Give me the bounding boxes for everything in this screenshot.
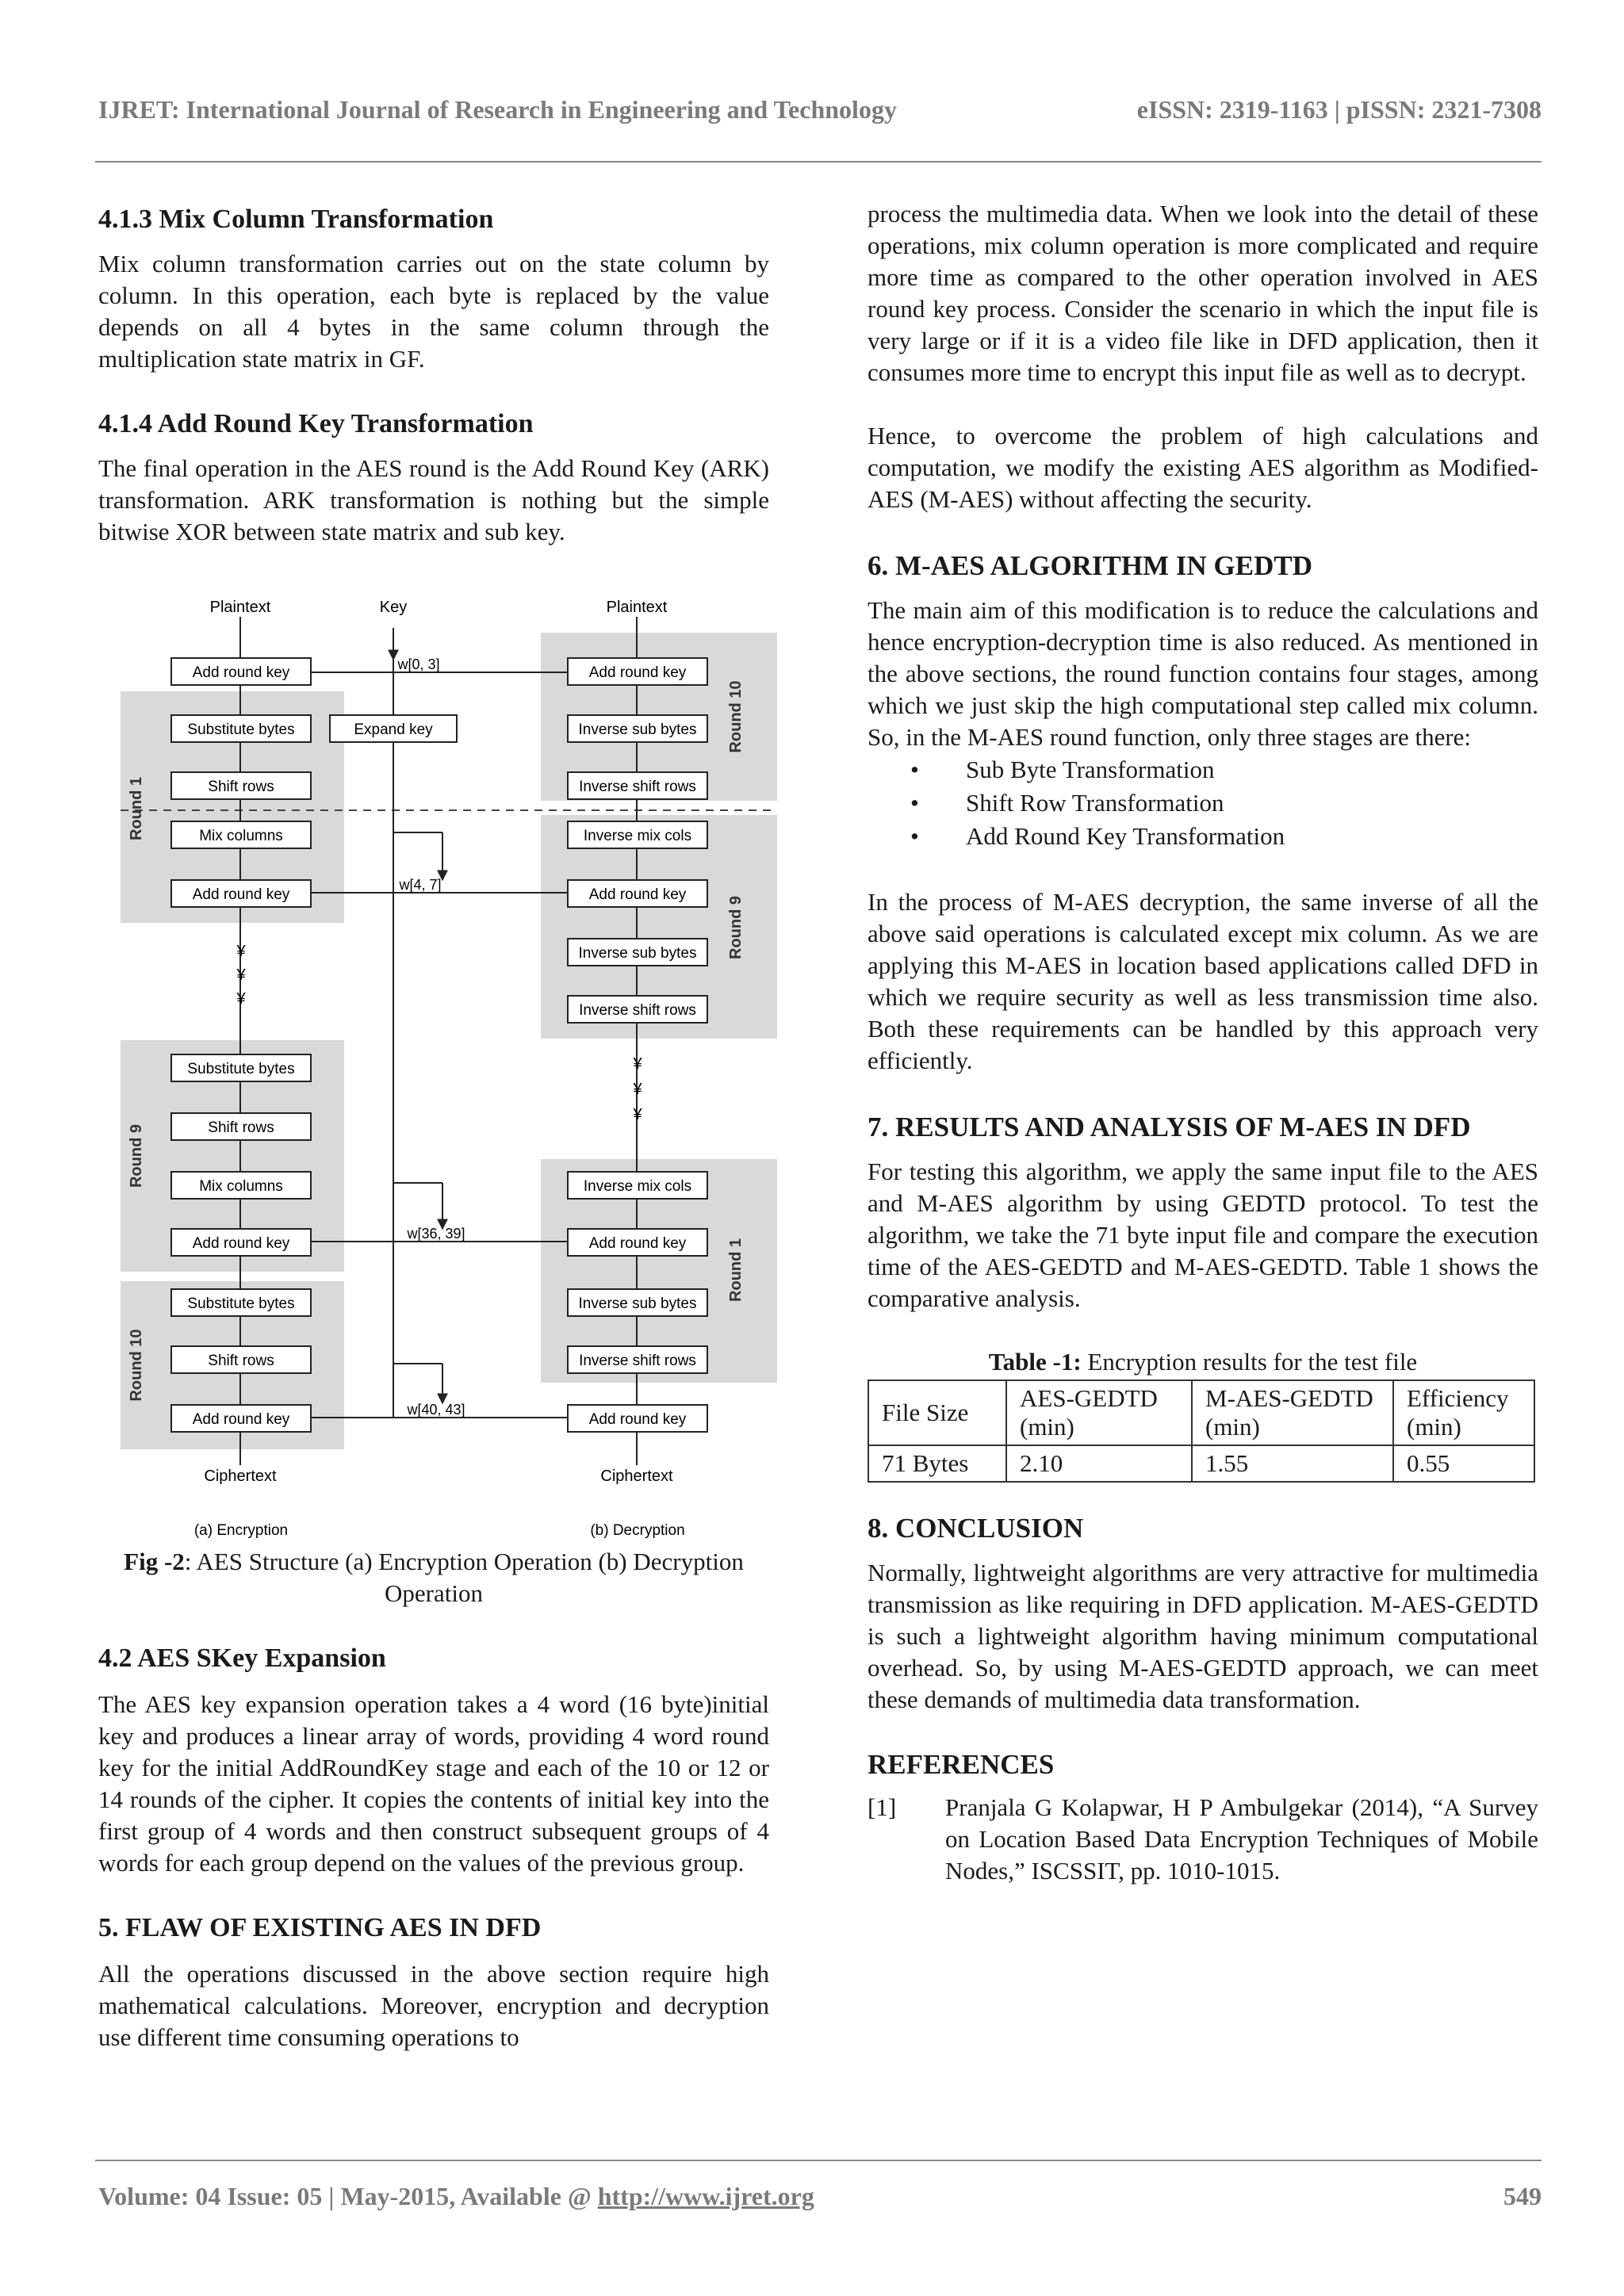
results-table [868, 1380, 1535, 1483]
svg-text:Inverse sub bytes: Inverse sub bytes [578, 945, 697, 962]
dec-add-round-key-9 [568, 880, 707, 907]
round9-enc-label: Round 9 [128, 1124, 145, 1188]
list-item: • Shift Row Transformation [868, 786, 1538, 820]
enc-mix-columns-1 [171, 821, 311, 848]
footer-volume: Volume: 04 Issue: 05 | May-2015, Available @ [98, 2182, 598, 2210]
table-header-row [868, 1380, 1534, 1445]
dec-inv-sub-bytes-10 [568, 715, 707, 742]
w03-label: w[0, 3] [397, 656, 440, 672]
dec-inv-mix-cols-9 [568, 821, 707, 848]
dec-inv-mix-cols-1 [568, 1172, 707, 1199]
section-8-title: 8. CONCLUSION [868, 1513, 1084, 1544]
dec-add-round-key-0 [568, 658, 707, 685]
reference-item [868, 1792, 1538, 1887]
table-cell: 0.55 [1393, 1445, 1534, 1482]
dec-plaintext-label: Plaintext [606, 599, 668, 616]
reference-number: [1] [868, 1793, 897, 1821]
table-cell: 1.55 [1192, 1445, 1393, 1482]
svg-text:Add round key: Add round key [588, 886, 687, 903]
figure-caption-label: Fig -2 [124, 1548, 185, 1575]
footer-rule [95, 2160, 1542, 2161]
svg-text:Add round key: Add round key [192, 1235, 290, 1252]
svg-text:¥: ¥ [236, 943, 246, 960]
svg-text:Inverse sub bytes: Inverse sub bytes [578, 1295, 697, 1312]
w47-label: w[4, 7] [399, 877, 442, 893]
table-cell: 71 Bytes [868, 1445, 1006, 1482]
dec-inv-sub-bytes-1 [568, 1289, 707, 1316]
round1-enc-label: Round 1 [128, 777, 145, 840]
page-header [98, 95, 1542, 135]
svg-text:Mix columns: Mix columns [199, 1178, 283, 1195]
figure-caption-text: : AES Structure (a) Encryption Operation (b) Decryption Operation [184, 1548, 744, 1607]
page-number: 549 [1503, 2182, 1542, 2210]
round1-dec-label: Round 1 [727, 1238, 745, 1302]
expand-key-box [330, 715, 457, 742]
journal-name: IJRET: International Journal of Research in Engineering and Technology [98, 95, 897, 124]
reference-text: Pranjala G Kolapwar, H P Ambulgekar (2014), “A Survey on Location Based Data Encryption Techniques of Mobile Nodes,” ISCSSIT, pp. 1010-1015. [945, 1793, 1538, 1885]
section-5-body: All the operations discussed in the above section require high mathematical calculations. Moreover, encryption and decryption use different time consuming operations to [98, 1960, 769, 2051]
enc-add-round-key-9 [171, 1229, 311, 1256]
svg-text:¥: ¥ [236, 990, 246, 1008]
dec-inv-shift-rows-1 [568, 1346, 707, 1373]
dec-inv-sub-bytes-9 [568, 939, 707, 966]
w4043-label: w[40, 43] [407, 1402, 465, 1418]
enc-shift-rows-9 [171, 1113, 311, 1140]
svg-text:Add round key: Add round key [588, 664, 687, 681]
enc-sub-bytes-9 [171, 1054, 311, 1081]
dec-inv-shift-rows-9 [568, 996, 707, 1023]
table-caption-text: Encryption results for the test file [1081, 1348, 1418, 1376]
svg-text:Inverse mix cols: Inverse mix cols [583, 1178, 692, 1195]
section-6-body-2: In the process of M-AES decryption, the same inverse of all the above said operations is calculated except mix column. As we are applying this M-AES in location based applications called DFD in which we require security as well as less transmission time also. Both these requirements can be handled by this approach very efficiently. [868, 888, 1538, 1074]
section-4-2-title: 4.2 AES SKey Expansion [98, 1644, 386, 1673]
svg-text:Add round key: Add round key [588, 1411, 687, 1428]
table-caption [868, 1346, 1538, 1378]
dec-ciphertext-label: Ciphertext [600, 1468, 673, 1485]
table-cell: 2.10 [1006, 1445, 1192, 1482]
figure-caption [98, 1546, 769, 1609]
dec-add-round-key-1 [568, 1229, 707, 1256]
svg-text:Shift rows: Shift rows [208, 1119, 274, 1136]
header-rule [95, 161, 1542, 163]
svg-text:Add round key: Add round key [192, 1411, 290, 1428]
table-header-cell: AES-GEDTD (min) [1006, 1380, 1192, 1445]
dec-inv-shift-rows-10 [568, 772, 707, 799]
table-row [868, 1445, 1534, 1482]
section-7-body: For testing this algorithm, we apply the same input file to the AES and M-AES algorithm by using GEDTD protocol. To test the algorithm, we take the 71 byte input file and compare the execution time of the AES-GEDTD and M-AES-GEDTD. Table 1 shows the comparative analysis. [868, 1158, 1538, 1312]
enc-shift-rows-10 [171, 1346, 311, 1373]
right-para-1: process the multimedia data. When we look into the detail of these operations, mix column operation is more complicated and require more time as compared to the other operation involved in AES round key process. Consider the scenario in which the input file is very large or if it is a video file like in DFD application, then it consumes more time to encrypt this input file as well as to decrypt. [868, 200, 1538, 386]
round10-dec-label: Round 10 [727, 680, 745, 753]
section-6-title: 6. M-AES ALGORITHM IN GEDTD [868, 550, 1313, 581]
enc-sub-bytes-10 [171, 1289, 311, 1316]
section-8-body: Normally, lightweight algorithms are very attractive for multimedia transmission as like requiring in DFD application. M-AES-GEDTD is such a lightweight algorithm having minimum computational overhead. So, by using M-AES-GEDTD approach, we can meet these demands of multimedia data transformation. [868, 1559, 1538, 1713]
enc-sub-bytes-1 [171, 715, 311, 742]
svg-text:Inverse shift rows: Inverse shift rows [579, 1353, 696, 1369]
enc-plaintext-label: Plaintext [209, 599, 271, 616]
enc-ciphertext-label: Ciphertext [204, 1468, 277, 1485]
issn: eISSN: 2319-1163 | pISSN: 2321-7308 [1136, 95, 1542, 124]
right-para-2: Hence, to overcome the problem of high calculations and computation, we modify the existing AES algorithm as Modified-AES (M-AES) without affecting the security. [868, 422, 1538, 513]
svg-text:Substitute bytes: Substitute bytes [187, 1295, 295, 1312]
enc-mix-columns-9 [171, 1172, 311, 1199]
aes-structure-figure [95, 587, 793, 1554]
svg-text:¥: ¥ [633, 1081, 642, 1098]
table-header-cell: File Size [868, 1380, 1006, 1445]
round9-dec-label: Round 9 [727, 896, 745, 959]
subcaption-decryption: (b) Decryption [590, 1522, 685, 1539]
svg-text:Mix columns: Mix columns [199, 828, 283, 844]
section-4-1-3-title: 4.1.3 Mix Column Transformation [98, 205, 494, 234]
key-label: Key [379, 599, 408, 616]
svg-text:Inverse shift rows: Inverse shift rows [579, 1002, 696, 1019]
enc-shift-rows-1 [171, 772, 311, 799]
svg-text:Add round key: Add round key [192, 886, 290, 903]
enc-add-round-key-0 [171, 658, 311, 685]
svg-text:Substitute bytes: Substitute bytes [187, 721, 295, 738]
svg-text:Shift rows: Shift rows [208, 1353, 274, 1369]
section-7-title: 7. RESULTS AND ANALYSIS OF M-AES IN DFD [868, 1112, 1471, 1142]
svg-text:Inverse sub bytes: Inverse sub bytes [578, 721, 697, 738]
references-title: REFERENCES [868, 1749, 1055, 1780]
svg-text:Substitute bytes: Substitute bytes [187, 1061, 295, 1077]
svg-text:¥: ¥ [236, 966, 246, 984]
page-footer [98, 2182, 1542, 2211]
svg-text:Shift rows: Shift rows [208, 779, 274, 795]
table-caption-label: Table -1: [988, 1348, 1082, 1376]
journal-link[interactable]: http://www.ijret.org [597, 2182, 814, 2210]
table-header-cell: Efficiency (min) [1393, 1380, 1534, 1445]
round10-enc-label: Round 10 [128, 1329, 145, 1402]
svg-text:Inverse mix cols: Inverse mix cols [583, 828, 692, 844]
list-item: • Sub Byte Transformation [868, 753, 1538, 786]
section-4-2-body: The AES key expansion operation takes a 4 word (16 byte)initial key and produces a linear array of words, providing 4 word round key for the initial AddRoundKey stage and each of the 10 or 12 or 14 rounds of the cipher. It copies the contents of initial key into the first group of 4 words and then construct subsequent groups of 4 words for each group depend on the values of the previous group. [98, 1690, 769, 1877]
svg-text:Inverse shift rows: Inverse shift rows [579, 779, 696, 795]
w3639-label: w[36, 39] [407, 1226, 465, 1242]
table-header-cell: M-AES-GEDTD (min) [1192, 1380, 1393, 1445]
svg-text:¥: ¥ [633, 1055, 642, 1073]
left-column-top [98, 202, 769, 548]
left-column-bottom [98, 1641, 769, 2053]
svg-text:Add round key: Add round key [192, 664, 290, 681]
section-5-title: 5. FLAW OF EXISTING AES IN DFD [98, 1913, 542, 1942]
section-6-body: The main aim of this modification is to reduce the calculations and hence encryption-decryption time is also reduced. As mentioned in the above sections, the round function contains four stages, among which we just skip the high computational step called mix column. So, in the M-AES round function, only three stages are there: [868, 596, 1538, 751]
dec-add-round-key-final [568, 1405, 707, 1432]
section-4-1-4-body: The final operation in the AES round is the Add Round Key (ARK) transformation. ARK transformation is nothing but the simple bitwise XOR between state matrix and sub key. [98, 454, 769, 545]
subcaption-encryption: (a) Encryption [193, 1522, 289, 1539]
svg-text:Expand key: Expand key [354, 721, 433, 738]
right-column [868, 198, 1538, 1887]
list-item: • Add Round Key Transformation [868, 820, 1538, 853]
svg-text:¥: ¥ [633, 1106, 642, 1123]
enc-add-round-key-1 [171, 880, 311, 907]
section-4-1-4-title: 4.1.4 Add Round Key Transformation [98, 409, 534, 438]
enc-add-round-key-10 [171, 1405, 311, 1432]
section-4-1-3-body: Mix column transformation carries out on the state column by column. In this operation, each byte is replaced by the value depends on all 4 bytes in the same column through the multiplication state matrix in GF. [98, 250, 769, 373]
svg-text:Add round key: Add round key [588, 1235, 687, 1252]
m-aes-stages-list [868, 753, 1538, 853]
